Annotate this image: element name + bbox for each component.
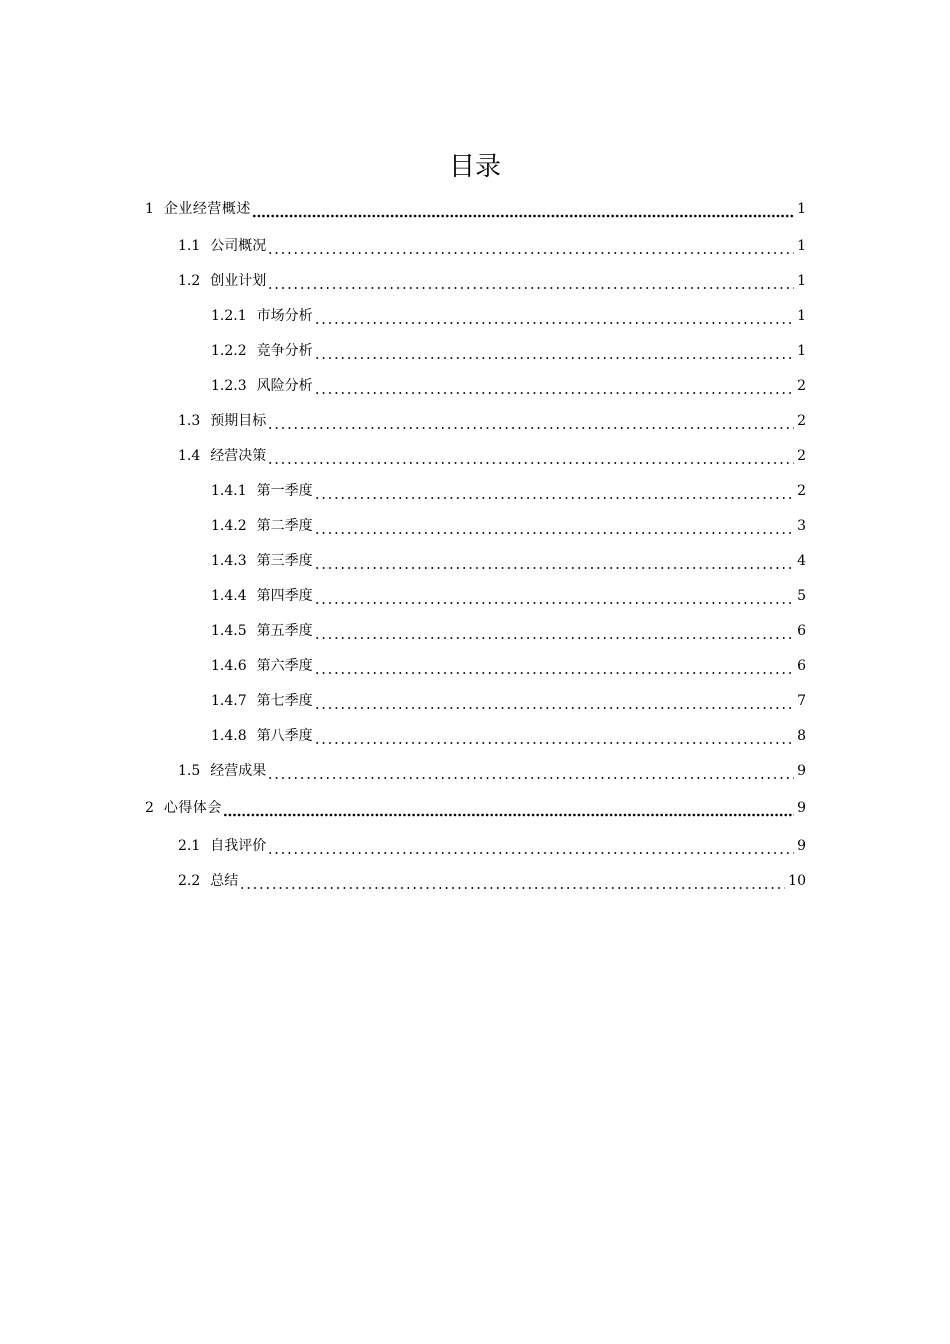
toc-dot-leader [252,199,794,219]
toc-dot-leader [267,446,794,466]
toc-entry-label: 第六季度 [256,658,313,674]
toc-entry[interactable] [211,681,806,711]
toc-entry-page: 9 [797,800,806,816]
toc-entry[interactable] [211,331,806,361]
toc-dot-leader [223,798,794,818]
toc-entry-number: 1.3 [178,413,201,429]
toc-dot-leader [314,551,794,571]
toc-entry-number: 1.2.3 [211,378,247,394]
toc-dot-leader [314,481,794,501]
toc-entry[interactable] [211,366,806,396]
toc-entry-number: 1.4.6 [211,658,247,674]
toc-entry-page: 2 [797,448,806,464]
toc-entry-number: 1 [145,201,154,217]
toc-entry-number: 1.5 [178,763,201,779]
toc-dot-leader [314,621,794,641]
toc-entry-page: 9 [797,838,806,854]
toc-entry[interactable] [211,646,806,676]
toc-entry-page: 1 [797,308,806,324]
toc-entry-number: 2 [145,800,154,816]
toc-entry-page: 2 [797,413,806,429]
toc-entry-page: 6 [797,658,806,674]
toc-entry[interactable] [145,788,806,818]
toc-entry-label: 第五季度 [256,623,313,639]
toc-dot-leader [314,656,794,676]
toc-dot-leader [267,836,794,856]
toc-entry-label: 经营决策 [210,448,267,464]
toc-entry-label: 第四季度 [256,588,313,604]
toc-entry[interactable] [211,506,806,536]
toc-entry-page: 10 [788,873,806,889]
toc-entry-label: 风险分析 [256,378,313,394]
toc-entry-number: 1.4 [178,448,201,464]
toc-entry-number: 1.4.5 [211,623,247,639]
toc-entry-number: 1.1 [178,238,201,254]
toc-dot-leader [314,376,794,396]
toc-entry[interactable] [178,401,806,431]
toc-dot-leader [267,271,794,291]
toc-entry[interactable] [211,611,806,641]
toc-entry-page: 9 [797,763,806,779]
toc-entry-label: 心得体会 [163,800,222,816]
toc-dot-leader [267,411,794,431]
toc-entry-label: 预期目标 [210,413,267,429]
toc-entry-page: 8 [797,728,806,744]
toc-entry-page: 6 [797,623,806,639]
toc-entry[interactable] [211,716,806,746]
toc-entry[interactable] [211,576,806,606]
toc-entry-number: 1.4.1 [211,483,247,499]
toc-dot-leader [314,306,794,326]
toc-entry[interactable] [178,261,806,291]
toc-dot-leader [314,726,794,746]
toc-entry[interactable] [145,189,806,219]
toc-dot-leader [314,586,794,606]
toc-entry-page: 1 [797,273,806,289]
toc-dot-leader [267,236,794,256]
table-of-contents [0,185,950,905]
toc-entry-number: 2.2 [178,873,201,889]
toc-entry-label: 第八季度 [256,728,313,744]
toc-entry[interactable] [178,751,806,781]
toc-entry-label: 经营成果 [210,763,267,779]
toc-entry-page: 1 [797,201,806,217]
toc-entry-number: 2.1 [178,838,201,854]
toc-entry[interactable] [178,436,806,466]
toc-entry-number: 1.4.3 [211,553,247,569]
toc-entry-page: 2 [797,483,806,499]
toc-entry-number: 1.4.4 [211,588,247,604]
toc-entry-label: 第一季度 [256,483,313,499]
toc-entry[interactable] [211,541,806,571]
toc-entry-number: 1.4.2 [211,518,247,534]
toc-dot-leader [314,691,794,711]
toc-entry[interactable] [211,471,806,501]
toc-entry-label: 企业经营概述 [163,201,251,217]
toc-entry-page: 1 [797,343,806,359]
toc-entry-label: 公司概况 [210,238,267,254]
toc-entry-label: 创业计划 [210,273,267,289]
toc-entry-number: 1.2 [178,273,201,289]
toc-entry-label: 总结 [210,873,239,889]
toc-dot-leader [239,871,785,891]
toc-entry[interactable] [178,826,806,856]
toc-entry-page: 3 [797,518,806,534]
toc-entry[interactable] [178,861,806,891]
toc-entry-number: 1.4.7 [211,693,247,709]
toc-entry[interactable] [178,226,806,256]
toc-entry-page: 2 [797,378,806,394]
toc-dot-leader [267,761,794,781]
toc-title: 目录 [448,152,501,183]
toc-entry-label: 自我评价 [210,838,267,854]
toc-entry-number: 1.2.2 [211,343,247,359]
toc-entry-number: 1.4.8 [211,728,247,744]
toc-entry-page: 1 [797,238,806,254]
toc-entry-label: 第三季度 [256,553,313,569]
toc-entry-page: 7 [797,693,806,709]
toc-entry-page: 4 [797,553,806,569]
toc-entry-page: 5 [797,588,806,604]
toc-entry-label: 第七季度 [256,693,313,709]
toc-dot-leader [314,341,794,361]
toc-entry[interactable] [211,296,806,326]
toc-dot-leader [314,516,794,536]
toc-entry-label: 市场分析 [256,308,313,324]
toc-entry-number: 1.2.1 [211,308,247,324]
toc-entry-label: 第二季度 [256,518,313,534]
toc-entry-label: 竞争分析 [256,343,313,359]
